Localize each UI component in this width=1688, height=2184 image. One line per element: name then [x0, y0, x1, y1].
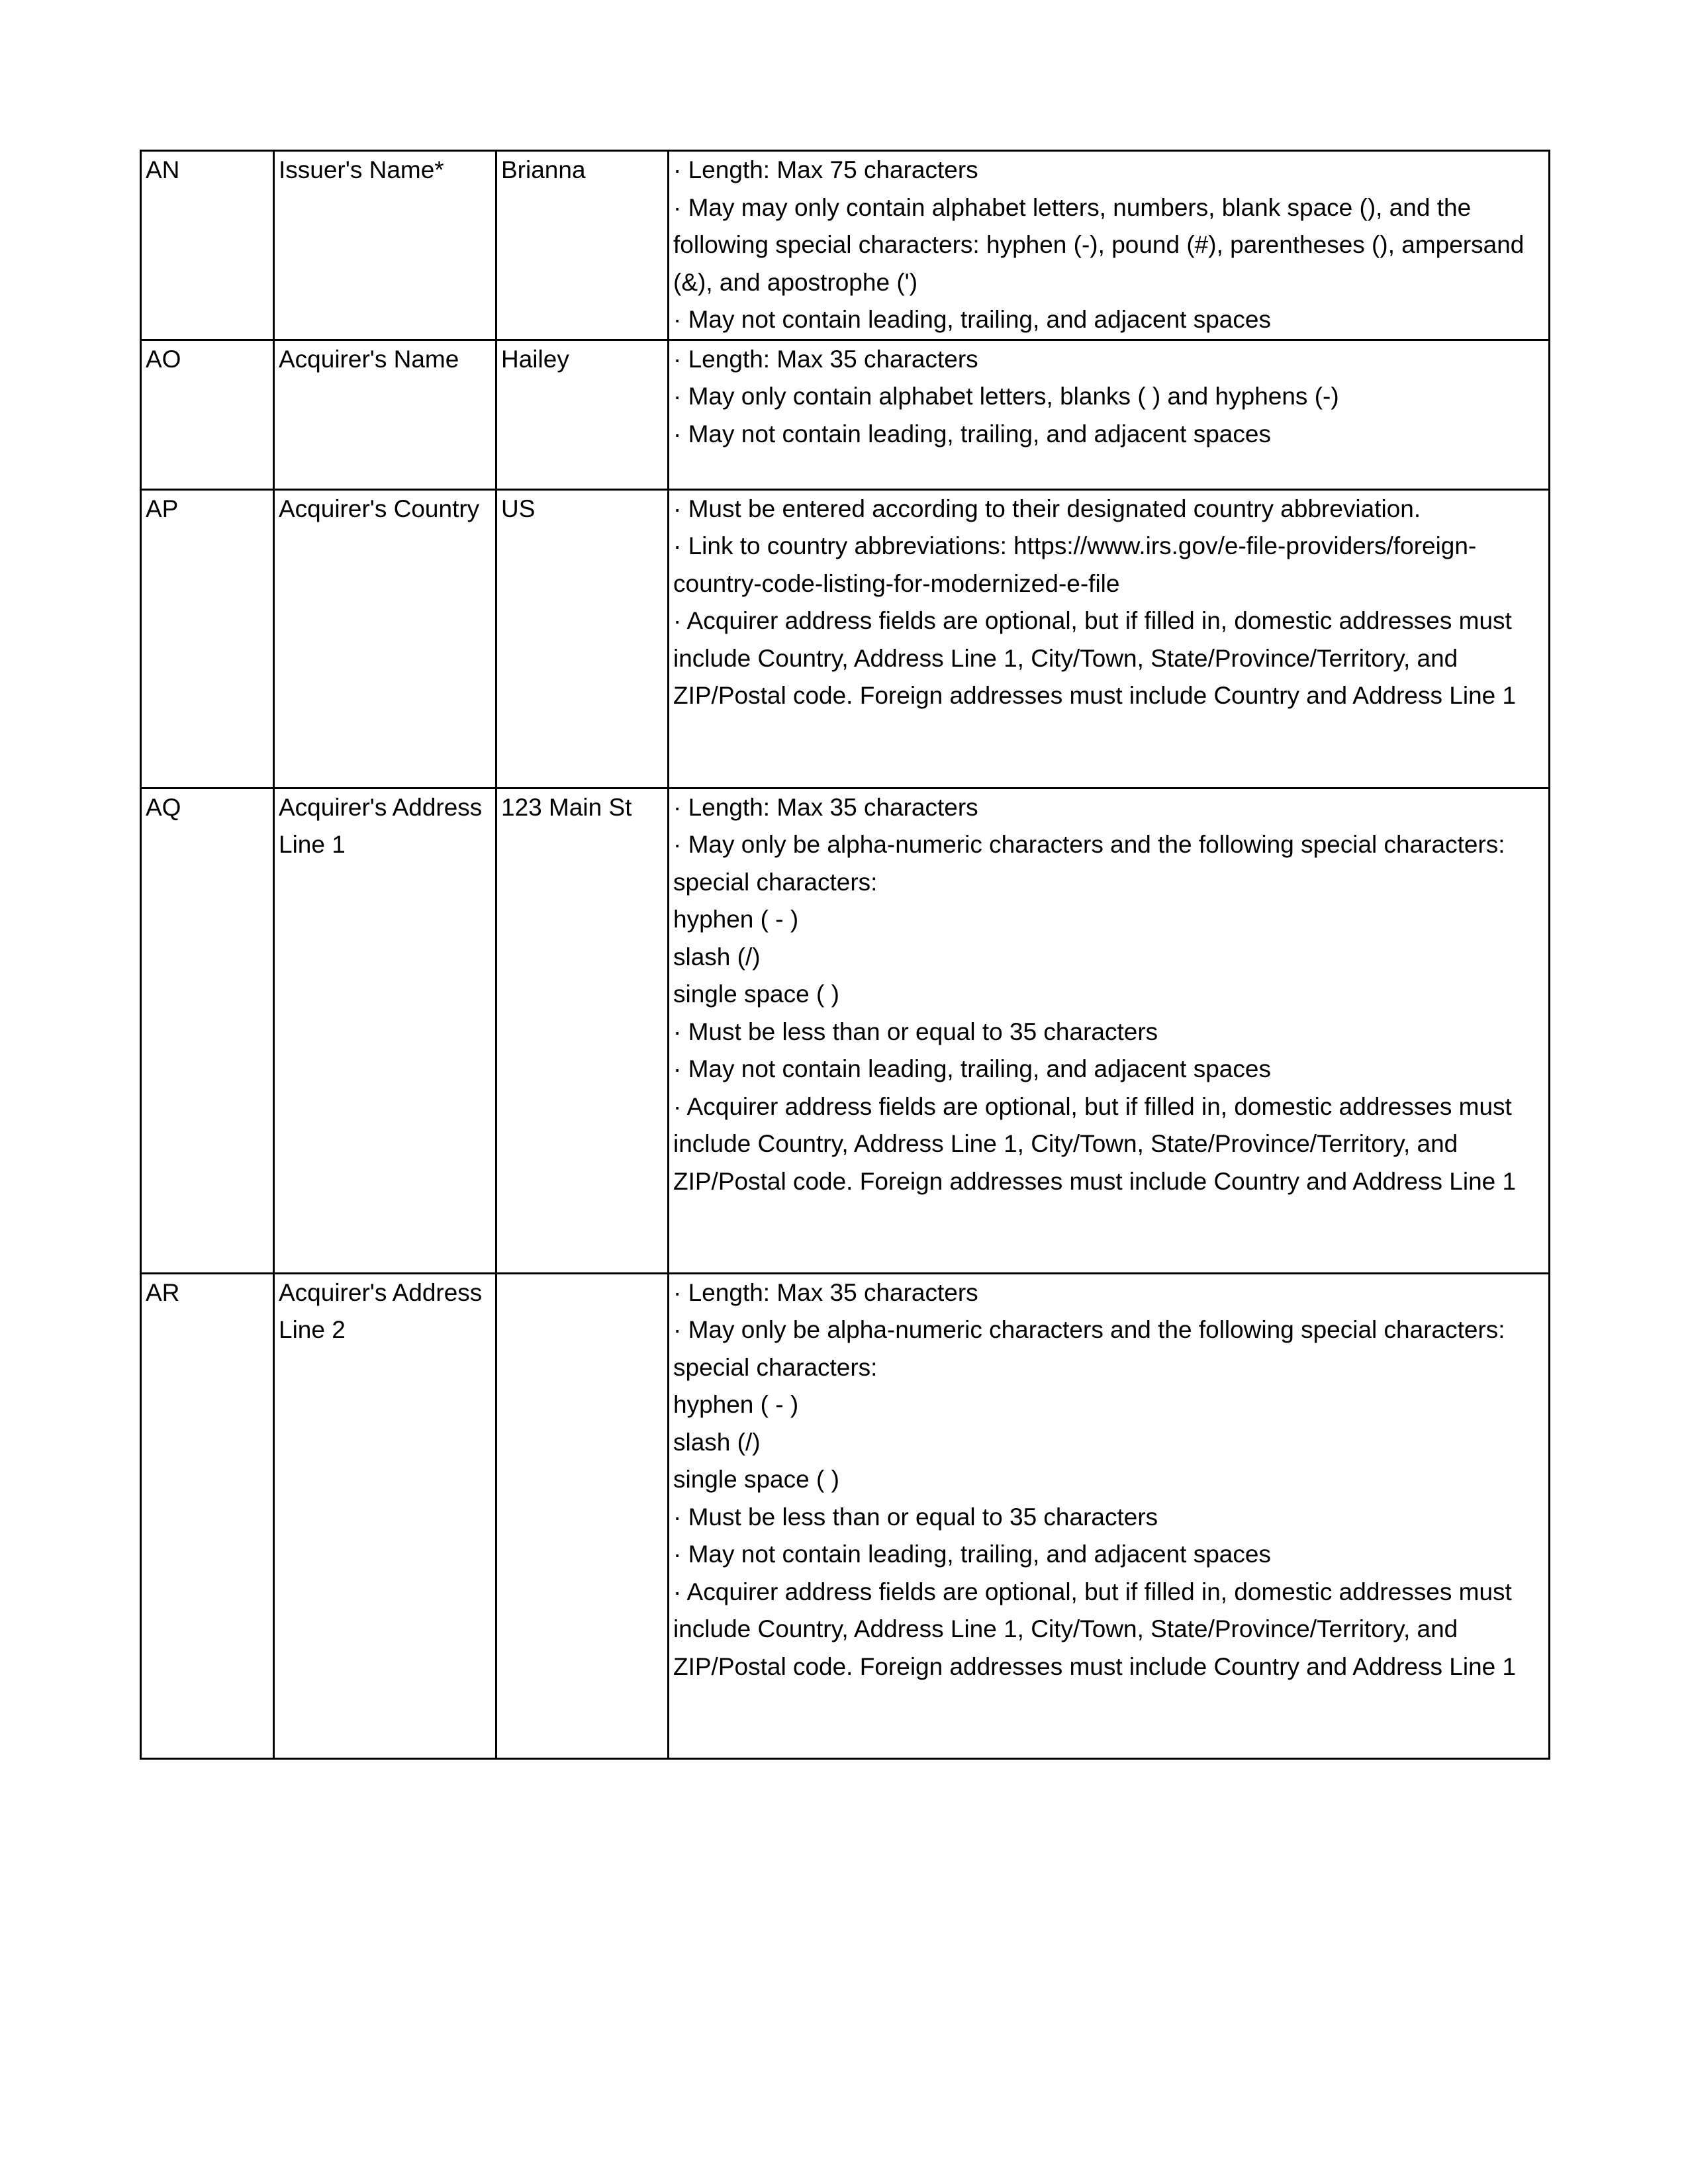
rule-line: hyphen ( - ) [673, 1391, 799, 1418]
field-spec-table [140, 150, 1550, 1760]
sample-value-cell: US [496, 489, 669, 788]
rule-line: special characters: [673, 1353, 878, 1381]
sample-value-cell: Brianna [496, 151, 669, 340]
table-row [141, 1273, 1550, 1758]
field-name-cell [274, 340, 496, 489]
rule-line: · May not contain leading, trailing, and adjacent spaces [673, 420, 1271, 448]
validation-rules-cell [669, 489, 1550, 788]
rule-line: · May may only contain alphabet letters, numbers, blank space (), and the following special characters: hyphen (-), pound (#), parentheses (), ampersand (&), and apostrophe (') [673, 193, 1524, 296]
field-name-cell [274, 151, 496, 340]
rule-line: special characters: [673, 868, 878, 896]
field-name-text: Acquirer's Name [279, 345, 459, 373]
rule-line: · Acquirer address fields are optional, but if filled in, domestic addresses must include Country, Address Line 1, City/Town, State/Province/Territory, and ZIP/Postal code. Foreign addresses must include Country and Address Line 1 [673, 1578, 1517, 1680]
table-row [141, 340, 1550, 489]
validation-rules-cell [669, 151, 1550, 340]
table-row [141, 788, 1550, 1273]
rule-line: · May only be alpha-numeric characters and the following special characters: [673, 1316, 1505, 1343]
validation-rules-cell [669, 340, 1550, 489]
rule-line: · Must be less than or equal to 35 characters [673, 1018, 1158, 1045]
rule-line: · Length: Max 35 characters [673, 793, 978, 821]
field-name-cell [274, 788, 496, 1273]
rule-line: · May not contain leading, trailing, and adjacent spaces [673, 306, 1271, 333]
rule-line: hyphen ( - ) [673, 906, 799, 933]
rule-line: · Acquirer address fields are optional, but if filled in, domestic addresses must include Country, Address Line 1, City/Town, State/Province/Territory, and ZIP/Postal code. Foreign addresses must include Country and Address Line 1 [673, 607, 1517, 709]
rule-line: · May only be alpha-numeric characters and the following special characters: [673, 831, 1505, 858]
rule-line: · Must be entered according to their designated country abbreviation. [673, 495, 1421, 522]
rule-line: · Length: Max 35 characters [673, 1278, 978, 1306]
sample-value-cell: Hailey [496, 340, 669, 489]
sample-value-cell: 123 Main St [496, 788, 669, 1273]
rule-line: · Acquirer address fields are optional, but if filled in, domestic addresses must include Country, Address Line 1, City/Town, State/Province/Territory, and ZIP/Postal code. Foreign addresses must include Country and Address Line 1 [673, 1092, 1517, 1195]
validation-rules-cell [669, 788, 1550, 1273]
field-name-text: Issuer's Name* [279, 156, 444, 183]
rule-line: slash (/) [673, 943, 761, 971]
column-code-cell: AQ [141, 788, 274, 1273]
rule-line: · May not contain leading, trailing, and adjacent spaces [673, 1541, 1271, 1568]
column-code-cell: AO [141, 340, 274, 489]
field-name-cell [274, 489, 496, 788]
field-name-cell [274, 1273, 496, 1758]
field-name-text: Acquirer's Address Line 1 [279, 793, 483, 858]
rule-line: slash (/) [673, 1428, 761, 1456]
field-name-text: Acquirer's Country [279, 495, 480, 522]
sample-value-cell [496, 1273, 669, 1758]
rule-line: · May not contain leading, trailing, and adjacent spaces [673, 1055, 1271, 1082]
rule-line: single space ( ) [673, 1466, 839, 1493]
validation-rules-cell [669, 1273, 1550, 1758]
table-row [141, 151, 1550, 340]
rule-line: · Must be less than or equal to 35 characters [673, 1503, 1158, 1531]
table-row [141, 489, 1550, 788]
column-code-cell: AN [141, 151, 274, 340]
rule-line: single space ( ) [673, 980, 839, 1008]
rule-line: · Link to country abbreviations: https://www.irs.gov/e-file-providers/foreign-country-code-listing-for-modernized-e-file [673, 532, 1477, 597]
rule-line: · Length: Max 75 characters [673, 156, 978, 183]
rule-line: · May only contain alphabet letters, blanks ( ) and hyphens (-) [673, 383, 1339, 410]
rule-line: · Length: Max 35 characters [673, 345, 978, 373]
field-name-text: Acquirer's Address Line 2 [279, 1278, 483, 1343]
column-code-cell: AR [141, 1273, 274, 1758]
column-code-cell: AP [141, 489, 274, 788]
